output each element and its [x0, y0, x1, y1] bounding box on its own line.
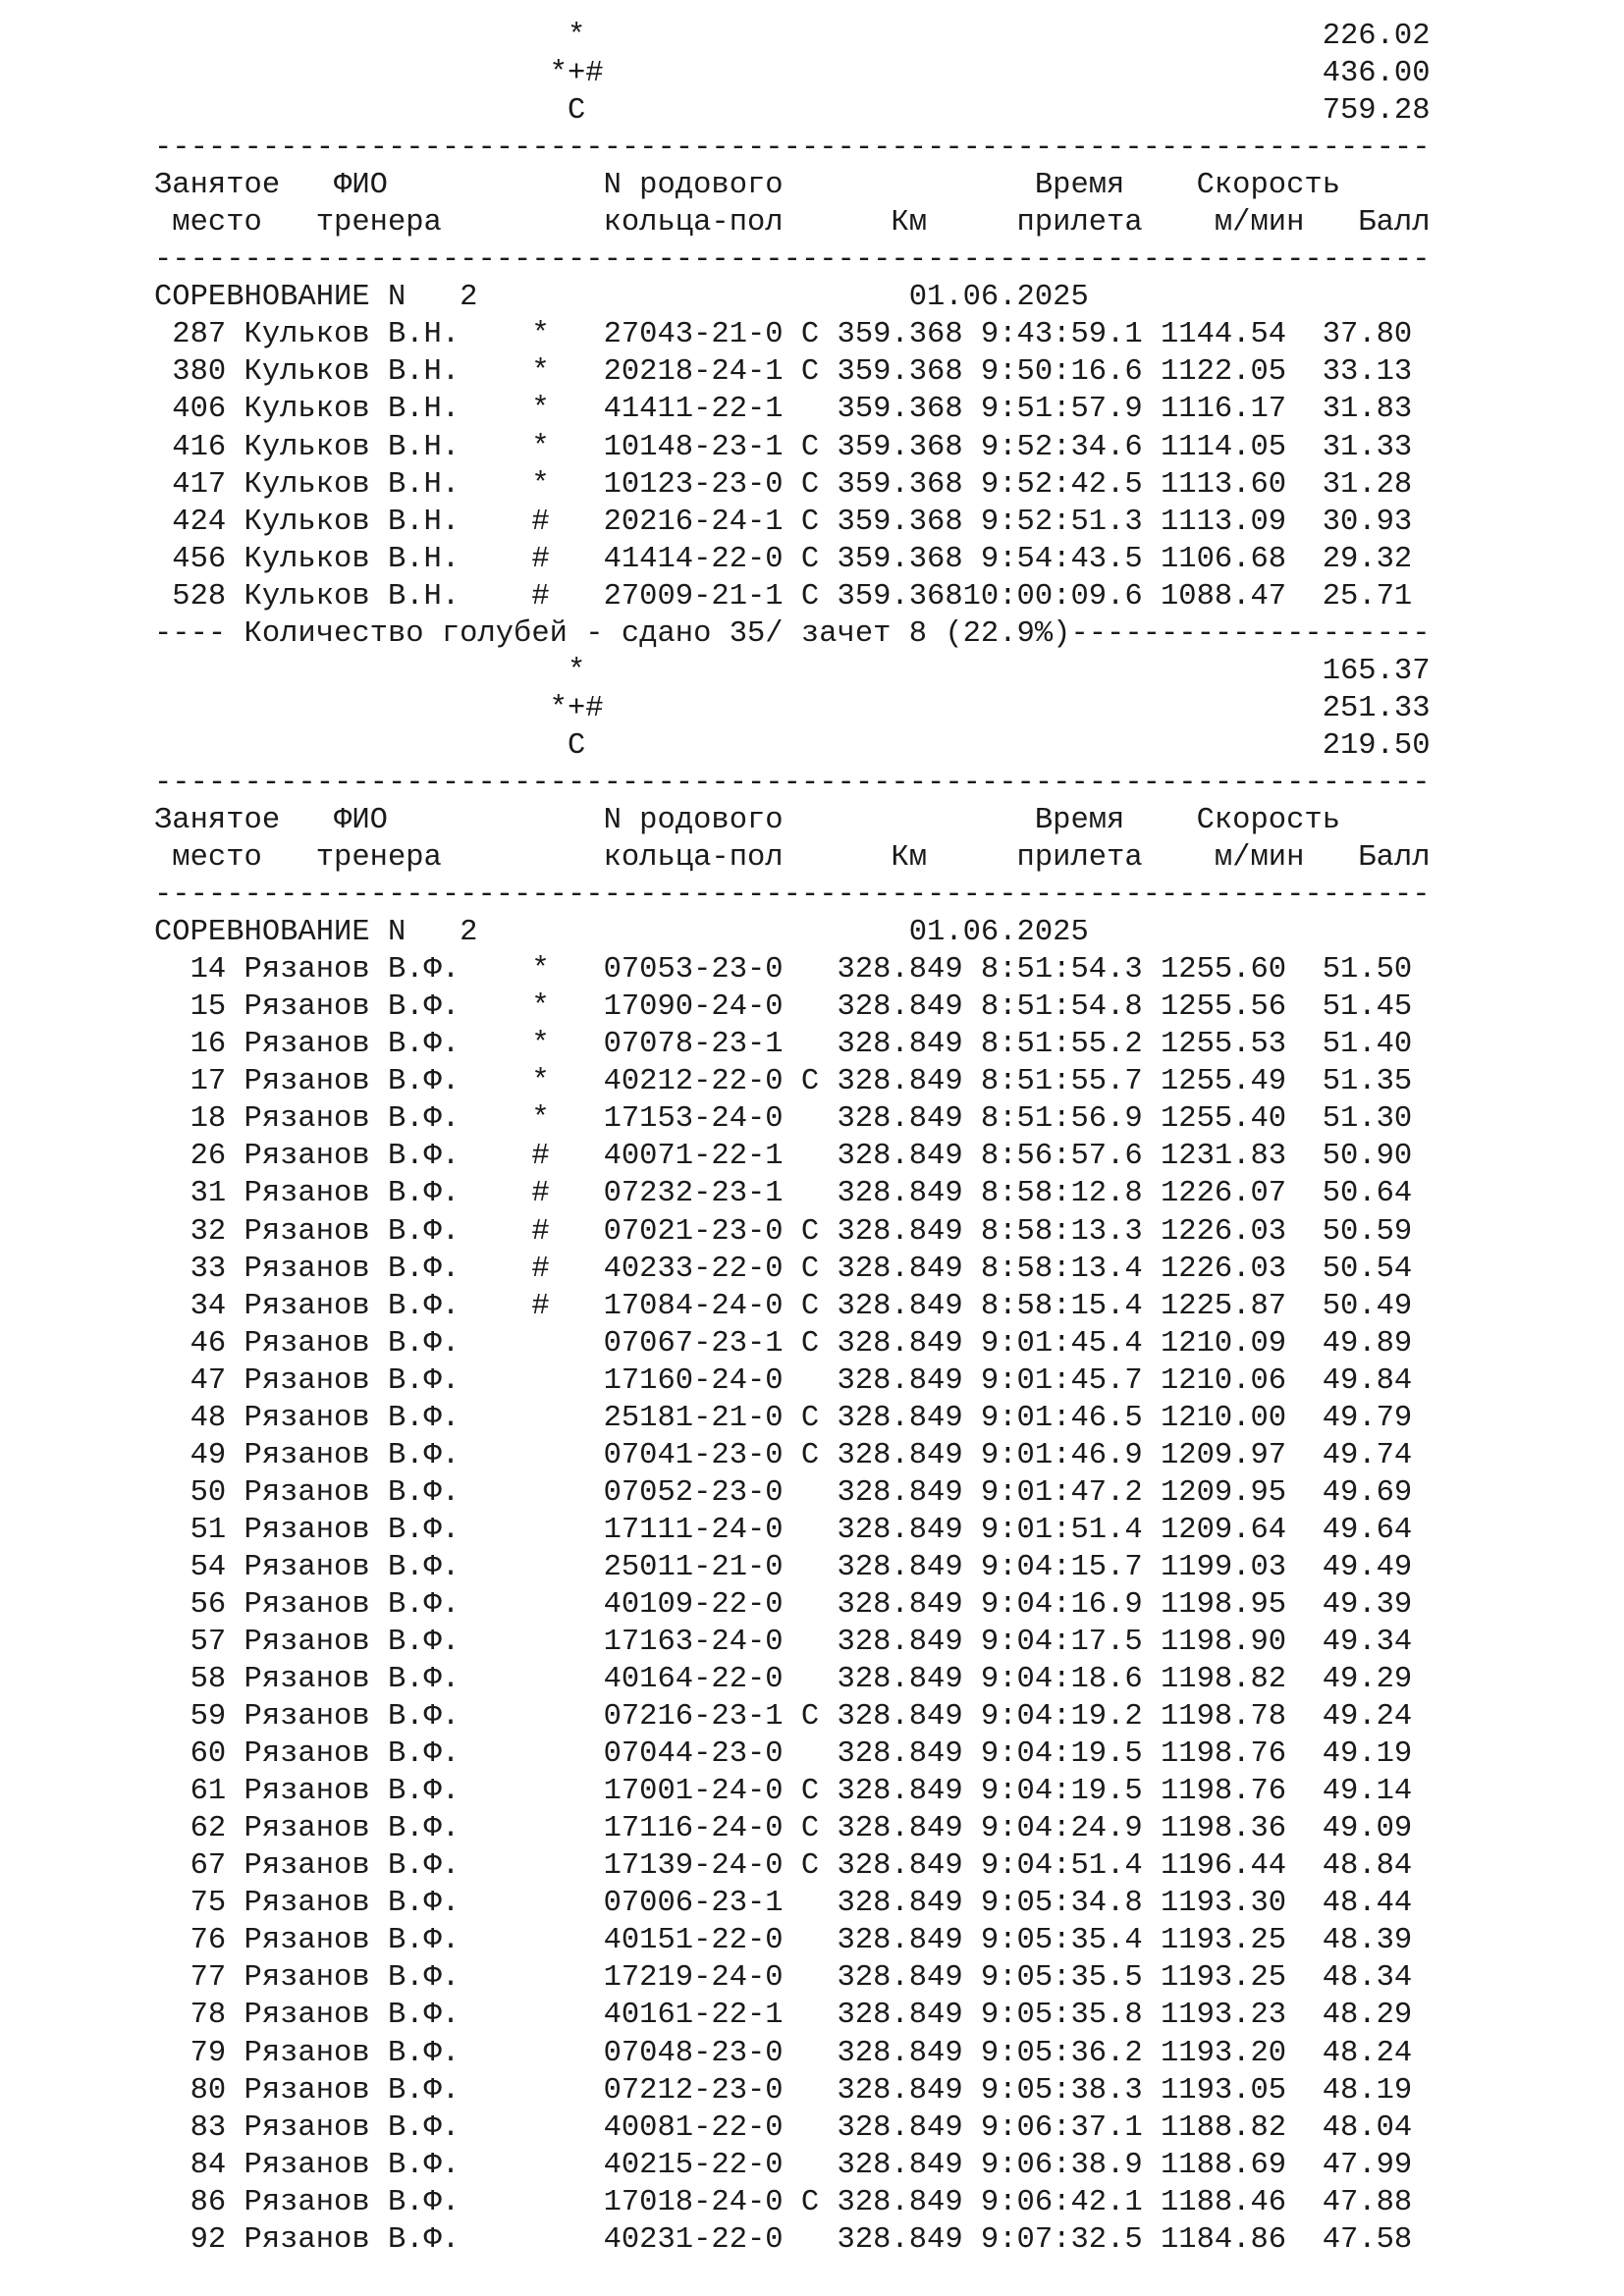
table-row: 61 Рязанов В.Ф. 17001-24-0 C 328.849 9:04:19.5 1198.76 49.14 [154, 1775, 1413, 1809]
table-row: 14 Рязанов В.Ф. * 07053-23-0 328.849 8:51:54.3 1255.60 51.50 [154, 953, 1413, 988]
table-row: 528 Кульков В.Н. # 27009-21-1 C 359.36810:00:09.6 1088.47 25.71 [154, 579, 1413, 614]
table-row: 86 Рязанов В.Ф. 17018-24-0 C 328.849 9:06:42.1 1188.46 47.88 [154, 2185, 1413, 2219]
table-row: 26 Рязанов В.Ф. # 40071-22-1 328.849 8:56:57.6 1231.83 50.90 [154, 1140, 1413, 1174]
table-header-row: Занятое ФИО N родового Время Скорость [154, 169, 1340, 203]
table-row: 34 Рязанов В.Ф. # 17084-24-0 C 328.849 8:58:15.4 1225.87 50.49 [154, 1289, 1413, 1323]
table-header-row: место тренера кольца-пол Км прилета м/мин Балл [154, 841, 1431, 876]
table-row: 15 Рязанов В.Ф. * 17090-24-0 328.849 8:51:54.8 1255.56 51.45 [154, 990, 1413, 1025]
competition-line: СОРЕВНОВАНИЕ N 2 01.06.2025 [154, 281, 1089, 315]
summary-line: C 759.28 [154, 94, 1431, 129]
table-row: 57 Рязанов В.Ф. 17163-24-0 328.849 9:04:17.5 1198.90 49.34 [154, 1626, 1413, 1660]
table-row: 60 Рязанов В.Ф. 07044-23-0 328.849 9:04:19.5 1198.76 49.19 [154, 1737, 1413, 1772]
table-row: 16 Рязанов В.Ф. * 07078-23-1 328.849 8:51:55.2 1255.53 51.40 [154, 1028, 1413, 1062]
table-row: 77 Рязанов В.Ф. 17219-24-0 328.849 9:05:35.5 1193.25 48.34 [154, 1961, 1413, 1996]
table-row: 67 Рязанов В.Ф. 17139-24-0 C 328.849 9:04:51.4 1196.44 48.84 [154, 1849, 1413, 1884]
table-row: 79 Рязанов В.Ф. 07048-23-0 328.849 9:05:36.2 1193.20 48.24 [154, 2036, 1413, 2070]
table-header-row: место тренера кольца-пол Км прилета м/мин Балл [154, 206, 1431, 240]
separator-line: ----------------------------------------------------------------------- [154, 879, 1431, 913]
table-row: 59 Рязанов В.Ф. 07216-23-1 C 328.849 9:04:19.2 1198.78 49.24 [154, 1700, 1413, 1735]
table-row: 46 Рязанов В.Ф. 07067-23-1 C 328.849 9:01:45.4 1210.09 49.89 [154, 1326, 1413, 1361]
table-row: 56 Рязанов В.Ф. 40109-22-0 328.849 9:04:16.9 1198.95 49.39 [154, 1587, 1413, 1622]
count-line: ---- Количество голубей - сдано 35/ зачет 8 (22.9%)-------------------- [154, 616, 1431, 651]
table-row: 49 Рязанов В.Ф. 07041-23-0 C 328.849 9:01:46.9 1209.97 49.74 [154, 1438, 1413, 1472]
table-row: 417 Кульков В.Н. * 10123-23-0 C 359.368 9:52:42.5 1113.60 31.28 [154, 467, 1413, 502]
separator-line: ----------------------------------------------------------------------- [154, 132, 1431, 166]
table-row: 456 Кульков В.Н. # 41414-22-0 C 359.368 9:54:43.5 1106.68 29.32 [154, 542, 1413, 576]
summary-line: * 226.02 [154, 20, 1431, 53]
summary-line: *+# 251.33 [154, 691, 1431, 725]
table-row: 31 Рязанов В.Ф. # 07232-23-1 328.849 8:58:12.8 1226.07 50.64 [154, 1177, 1413, 1211]
table-row: 84 Рязанов В.Ф. 40215-22-0 328.849 9:06:38.9 1188.69 47.99 [154, 2148, 1413, 2182]
table-row: 75 Рязанов В.Ф. 07006-23-1 328.849 9:05:34.8 1193.30 48.44 [154, 1887, 1413, 1921]
table-row: 47 Рязанов В.Ф. 17160-24-0 328.849 9:01:45.7 1210.06 49.84 [154, 1363, 1413, 1398]
table-row: 78 Рязанов В.Ф. 40161-22-1 328.849 9:05:35.8 1193.23 48.29 [154, 1999, 1413, 2033]
table-row: 62 Рязанов В.Ф. 17116-24-0 C 328.849 9:04:24.9 1198.36 49.09 [154, 1812, 1413, 1846]
table-row: 54 Рязанов В.Ф. 25011-21-0 328.849 9:04:15.7 1199.03 49.49 [154, 1550, 1413, 1584]
table-row: 18 Рязанов В.Ф. * 17153-24-0 328.849 8:51:56.9 1255.40 51.30 [154, 1102, 1413, 1137]
table-row: 424 Кульков В.Н. # 20216-24-1 C 359.368 9:52:51.3 1113.09 30.93 [154, 505, 1413, 539]
table-row: 48 Рязанов В.Ф. 25181-21-0 C 328.849 9:01:46.5 1210.00 49.79 [154, 1401, 1413, 1435]
table-row: 92 Рязанов В.Ф. 40231-22-0 328.849 9:07:32.5 1184.86 47.58 [154, 2222, 1413, 2257]
summary-line: *+# 436.00 [154, 57, 1431, 91]
table-row: 33 Рязанов В.Ф. # 40233-22-0 C 328.849 8:58:13.4 1226.03 50.54 [154, 1252, 1413, 1286]
table-row: 83 Рязанов В.Ф. 40081-22-0 328.849 9:06:37.1 1188.82 48.04 [154, 2110, 1413, 2145]
summary-line: * 165.37 [154, 654, 1431, 688]
separator-line: ----------------------------------------------------------------------- [154, 766, 1431, 800]
results-page [154, 18, 1431, 2259]
table-row: 287 Кульков В.Н. * 27043-21-0 C 359.368 9:43:59.1 1144.54 37.80 [154, 318, 1413, 352]
competition-line: СОРЕВНОВАНИЕ N 2 01.06.2025 [154, 916, 1089, 950]
table-header-row: Занятое ФИО N родового Время Скорость [154, 803, 1340, 837]
table-row: 50 Рязанов В.Ф. 07052-23-0 328.849 9:01:47.2 1209.95 49.69 [154, 1475, 1413, 1510]
table-row: 58 Рязанов В.Ф. 40164-22-0 328.849 9:04:18.6 1198.82 49.29 [154, 1663, 1413, 1697]
table-row: 32 Рязанов В.Ф. # 07021-23-0 C 328.849 8:58:13.3 1226.03 50.59 [154, 1214, 1413, 1249]
table-row: 76 Рязанов В.Ф. 40151-22-0 328.849 9:05:35.4 1193.25 48.39 [154, 1924, 1413, 1958]
table-row: 380 Кульков В.Н. * 20218-24-1 C 359.368 9:50:16.6 1122.05 33.13 [154, 355, 1413, 390]
separator-line: ----------------------------------------------------------------------- [154, 243, 1431, 278]
table-row: 416 Кульков В.Н. * 10148-23-1 C 359.368 9:52:34.6 1114.05 31.33 [154, 430, 1413, 464]
table-row: 51 Рязанов В.Ф. 17111-24-0 328.849 9:01:51.4 1209.64 49.64 [154, 1513, 1413, 1547]
table-row: 17 Рязанов В.Ф. * 40212-22-0 C 328.849 8:51:55.7 1255.49 51.35 [154, 1065, 1413, 1099]
summary-line: C 219.50 [154, 728, 1431, 763]
table-row: 80 Рязанов В.Ф. 07212-23-0 328.849 9:05:38.3 1193.05 48.19 [154, 2073, 1413, 2108]
table-row: 406 Кульков В.Н. * 41411-22-1 359.368 9:51:57.9 1116.17 31.83 [154, 393, 1413, 427]
